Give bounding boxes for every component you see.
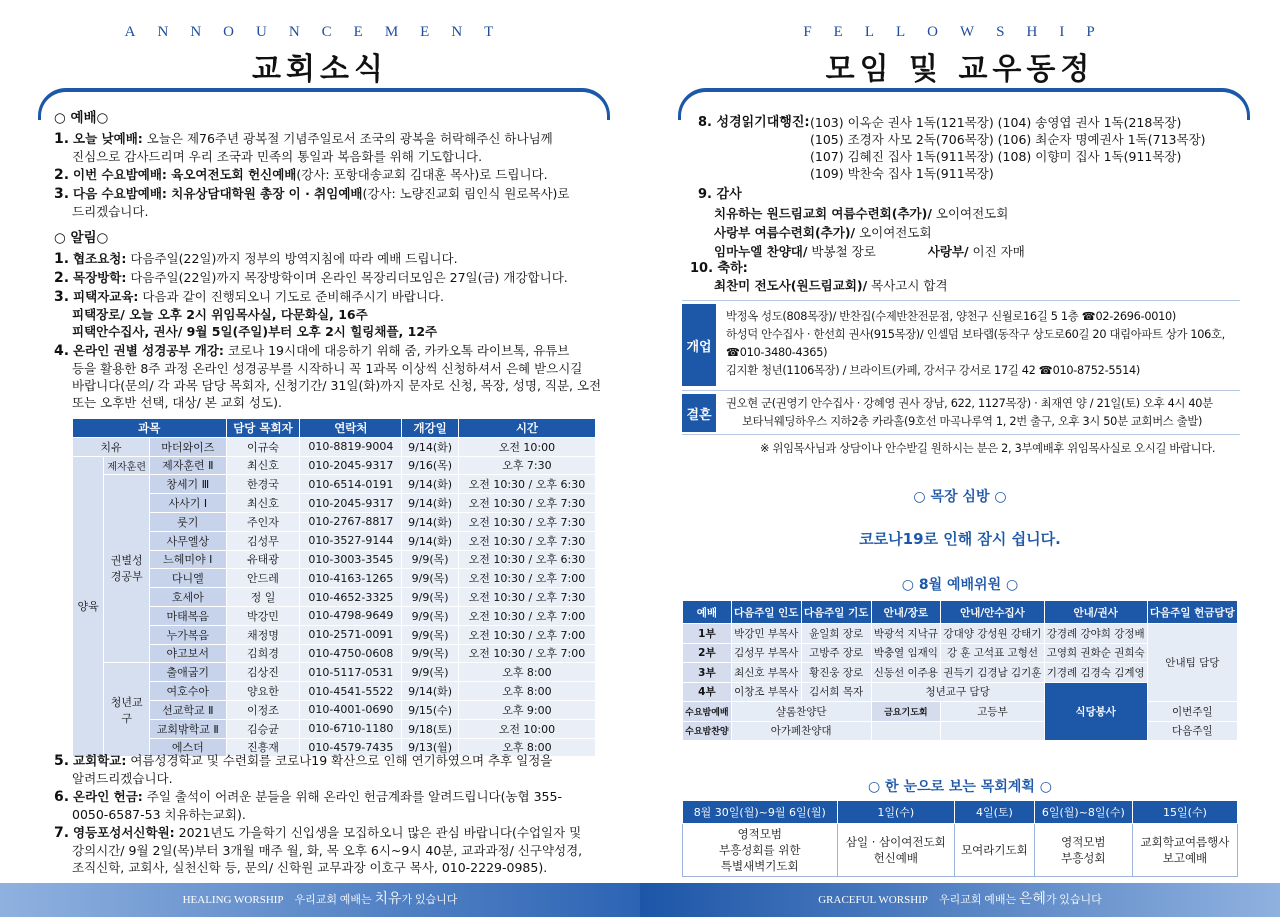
course-start: 9/14(화) [402,437,458,456]
course-time: 오전 10:30 / 오후 7:30 [458,512,595,531]
opening-label: 개업 [682,304,716,386]
table-row [73,700,596,719]
course-name: 누가복음 [149,625,226,644]
course-start: 9/14(화) [402,531,458,550]
course-time: 오전 10:00 [458,437,595,456]
opening-list: 박정옥 성도(808목장)/ 반찬집(수제반찬전문점, 양천구 신월로16길 5 1층 ☎02-2696-0010) 하성덕 안수집사 · 한선희 권사(915목장)/ 인셀덤 보타랩(동작구 상도로60길 20 대림아파트 상가 106호, ☎010-3480-4365) 김지환 청년(1106목장) / 브라이트(카페, 강서구 강서로 17길 42 ☎010-8752-5514) [726,310,1225,377]
course-time: 오전 10:30 / 오후 7:00 [458,644,595,663]
course-time: 오후 7:30 [458,456,595,475]
bible-reading-list: (103) 이옥순 권사 1독(121목장) (104) 송영엽 권사 1독(218목장) (105) 조경자 사모 2독(706목장) (106) 최순자 명예권사 1독(713목장) (107) 김혜진 집사 1독(911목장) (108) 이향미 집사 1독(911목장) (109) 박찬숙 집사 1독(911목장) [810,115,1206,181]
subgroup-label: 청년교구 [104,663,150,757]
col-header: 다음주일 헌금담당 [1147,601,1237,624]
table-row [73,625,596,644]
course-start: 9/9(목) [402,644,458,663]
table-row [73,606,596,625]
course-pastor: 최신호 [226,494,300,513]
notice-item-2: 2. 목장방학: 다음주일(22일)까지 목장방학이며 온라인 목장리더모임은 27일(금) 개강합니다. [54,270,568,286]
cell-visit-heading: ○ 목장 심방 ○ [913,489,1007,505]
worship-heading: ○ 예배○ [54,110,109,126]
bottom-item-5: 5. 교회학교: 여름성경학교 및 수련회를 코로나19 확산으로 인해 연기하였으며 추후 일정을 알려드리겠습니다. [54,753,553,786]
course-name: 사무엘상 [149,531,226,550]
col-header: 안내/안수집사 [941,601,1045,624]
course-pastor: 김희경 [226,644,300,663]
wedding-list: 권오현 군(권영기 안수집사 · 강혜영 권사 장남, 622, 1127목장) · 최재연 양 / 21일(토) 오후 4시 40분 보타닉웨딩하우스 지하2층 카라홀(9호선 마곡나루역 1, 2번 출구, 오후 3시 50분 교회버스 출발) [726,397,1213,428]
course-start: 9/9(목) [402,588,458,607]
course-name: 다니엘 [149,569,226,588]
course-time: 오전 10:30 / 오후 7:30 [458,494,595,513]
col-header: 안내/권사 [1044,601,1147,624]
notice-item-4: 4. 온라인 권별 성경공부 개강: 코로나 19시대에 대응하기 위해 줌, 카카오톡 라이브톡, 유튜브 등을 활용한 8주 과정 온라인 성경공부를 시작하니 꼭 1과목 이상씩 신청하셔서 은혜 받으시길 바랍니다(문의/ 각 과목 담당 목회자, 신청기간/ 31일(화)까지 문자로 신청, 목장, 성명, 직분, 오전 또는 오후반 선택, 대상/ 본 교회 성도). [54,343,602,410]
course-pastor: 한경국 [226,475,300,494]
course-pastor: 이규숙 [226,437,300,456]
divider [682,434,1240,435]
subgroup-label: 제자훈련 [104,456,150,475]
course-name: 교회밖학교 Ⅱ [149,719,226,738]
table-row [73,475,596,494]
course-name: 여호수아 [149,682,226,701]
col-header: 다음주일 인도 [731,601,801,624]
course-time: 오후 8:00 [458,663,595,682]
committee-table [682,600,1238,741]
bible-reading-label: 8. 성경읽기대행진: [698,115,810,130]
course-contact: 010-4001-0690 [300,700,402,719]
course-contact: 010-3003-3545 [300,550,402,569]
course-name: 사사기 I [149,494,226,513]
course-time: 오전 10:30 / 오후 7:00 [458,569,595,588]
subgroup-label: 권별성경공부 [104,475,150,663]
course-start: 9/14(화) [402,682,458,701]
course-contact: 010-8819-9004 [300,437,402,456]
course-contact: 010-6710-1180 [300,719,402,738]
course-time: 오전 10:30 / 오후 6:30 [458,475,595,494]
table-row [73,531,596,550]
course-pastor: 정 일 [226,588,300,607]
course-pastor: 박강민 [226,606,300,625]
course-name: 야고보서 [149,644,226,663]
course-pastor: 김성무 [226,531,300,550]
table-row: 영적모범 부흥성회를 위한 특별새벽기도회 삼일 · 삼이여전도회 헌신예배 모여라기도회 영적모범 부흥성회 교회학교여름행사 보고예배 [683,824,1238,877]
course-contact: 010-2571-0091 [300,625,402,644]
wedding-label: 결혼 [682,394,716,432]
course-name: 룻기 [149,512,226,531]
course-time: 오전 10:30 / 오후 7:00 [458,606,595,625]
worship-item-3: 3. 다음 수요밤예배: 치유상담대학원 총장 이 · 취임예배(강사: 노량진교회 림인식 원로목사)로 드리겠습니다. [54,186,570,219]
course-name: 창세기 Ⅲ [149,475,226,494]
course-contact: 010-3527-9144 [300,531,402,550]
course-start: 9/14(화) [402,512,458,531]
course-contact: 010-2767-8817 [300,512,402,531]
course-start: 9/14(화) [402,494,458,513]
worship-item-2: 2. 이번 수요밤예배: 육오여전도회 헌신예배(강사: 포항대송교회 김대훈 목사)로 드립니다. [54,167,548,183]
course-start: 9/14(화) [402,475,458,494]
table-header-row [683,601,1238,624]
course-pastor: 김상진 [226,663,300,682]
course-start: 9/16(목) [402,456,458,475]
course-pastor: 안드레 [226,569,300,588]
notice-item-1: 1. 협조요청: 다음주일(22일)까지 정부의 방역지침에 따라 예배 드립니다. [54,251,458,267]
col-header-start: 개강일 [402,419,458,438]
table-row [73,588,596,607]
table-row [73,437,596,456]
course-pastor: 김승균 [226,719,300,738]
col-header-time: 시간 [458,419,595,438]
col-header-contact: 연락처 [300,419,402,438]
thanks-label: 9. 감사 [698,187,742,202]
notice-item-3: 3. 피택자교육: 다음과 같이 진행되오니 기도로 준비해주시기 바랍니다. 피택장로/ 오늘 오후 2시 위임목사실, 다문화실, 16주 피택안수집사, 권사/ 9월 5일(주일)부터 오후 2시 힐링채플, 12주 [54,289,444,339]
meal-service-cell: 식당봉사 [1044,682,1147,741]
table-row: 2부 김성무 부목사 고방주 장로 박충열 임재익 강 훈 고석표 고형선 고영희 권화순 권희숙 [683,643,1238,663]
course-contact: 010-5117-0531 [300,663,402,682]
course-name: 호세아 [149,588,226,607]
divider [682,300,1240,301]
table-row [73,663,596,682]
course-time: 오전 10:30 / 오후 7:30 [458,588,595,607]
course-pastor: 진흥재 [226,738,300,757]
course-start: 9/9(목) [402,606,458,625]
course-time: 오후 9:00 [458,700,595,719]
course-pastor: 유태광 [226,550,300,569]
course-pastor: 채정명 [226,625,300,644]
offering-cell: 안내팀 담당 [1147,624,1237,702]
course-table [72,418,596,757]
course-time: 오전 10:00 [458,719,595,738]
group-label: 양육 [73,456,104,757]
table-header-row: 8월 30일(월)~9월 6일(월) 1일(수) 4일(토) 6일(월)~8일(수) 15일(수) [683,801,1238,824]
table-row: 3부 최신호 부목사 황진웅 장로 신동선 이주용 권득기 김경남 김기훈 기경례 김경숙 김계영 [683,663,1238,683]
course-start: 9/9(목) [402,550,458,569]
congrats-line: 최찬미 전도사(원드림교회)/ 목사고시 합격 [714,278,948,293]
course-contact: 010-4652-3325 [300,588,402,607]
table-row [73,550,596,569]
cell-visit-text: 코로나19로 인해 잠시 쉽니다. [859,530,1061,548]
course-contact: 010-4798-9649 [300,606,402,625]
course-name: 제자훈련 Ⅱ [149,456,226,475]
page-title: 모임 및 교우동정 [825,52,1095,87]
col-header-subject: 과목 [73,419,227,438]
table-row: 4부 이창조 부목사 김서희 목자 청년교구 담당 식당봉사 [683,682,1238,702]
course-time: 오후 8:00 [458,738,595,757]
footer-left: HEALING WORSHIP 우리교회 예배는 치유가 있습니다 [0,883,640,917]
course-name: 에스더 [149,738,226,757]
course-time: 오전 10:30 / 오후 6:30 [458,550,595,569]
course-start: 9/9(목) [402,663,458,682]
table-row: 수요밤예배 샬롬찬양단 금요기도회 고등부 이번주일 [683,702,1238,722]
course-contact: 010-4541-5522 [300,682,402,701]
course-pastor: 최신호 [226,456,300,475]
group-label: 치유 [73,437,150,456]
course-time: 오후 8:00 [458,682,595,701]
course-name: 느헤미야 I [149,550,226,569]
table-row [73,682,596,701]
congrats-label: 10. 축하: [690,261,748,276]
table-row [73,569,596,588]
plan-heading: ○ 한 눈으로 보는 목회계획 ○ [867,779,1053,795]
table-row: 수요밤찬양 아가페찬양대 다음주일 [683,721,1238,741]
course-contact: 010-2045-9317 [300,494,402,513]
table-row [73,644,596,663]
course-name: 선교학교 Ⅱ [149,700,226,719]
col-header-pastor: 담당 목회자 [226,419,300,438]
course-pastor: 주인자 [226,512,300,531]
course-name: 마더와이즈 [149,437,226,456]
table-row: 1부 박강민 부목사 윤일희 장로 박광석 지낙규 강대양 강성원 강태기 강경례 강야희 강정배 안내팀 담당 [683,624,1238,644]
col-header: 예배 [683,601,732,624]
course-contact: 010-2045-9317 [300,456,402,475]
table-row [73,719,596,738]
course-contact: 010-6514-0191 [300,475,402,494]
divider [682,390,1240,391]
page-title: 교회소식 [252,52,388,87]
bottom-item-7: 7. 영등포성서신학원: 2021년도 가을학기 신입생을 모집하오니 많은 관심 바랍니다(수업일자 및 강의시간/ 9월 2일(목)부터 3개월 매주 월, 화, 목 오후 6시~9시 40분, 교과과정/ 신구약성경, 조직신학, 교회사, 실천신학 등, 문의/ 신학원 교무과장 이호구 목사, 010-2229-0985). [54,825,583,875]
col-header: 다음주일 기도 [801,601,871,624]
consult-note: ※ 위임목사님과 상담이나 안수받길 원하시는 분은 2, 3부예배후 위임목사실로 오시길 바랍니다. [760,442,1216,455]
col-header: 안내/장로 [871,601,941,624]
worship-item-1: 1. 오늘 낮예배: 오늘은 제76주년 광복절 기념주일로서 조국의 광복을 허락해주신 하나님께 진심으로 감사드리며 우리 조국과 민족의 통일과 복음화를 위해 기도합니다. [54,131,553,164]
title-arc [38,88,610,120]
table-header-row [73,419,596,438]
course-pastor: 이정조 [226,700,300,719]
course-name: 출애굽기 [149,663,226,682]
course-name: 마태복음 [149,606,226,625]
course-contact: 010-4750-0608 [300,644,402,663]
bottom-item-6: 6. 온라인 헌금: 주일 출석이 어려운 분들을 위해 온라인 헌금계좌를 알려드립니다(농협 355- 0050-6587-53 치유하는교회). [54,789,562,822]
table-row [73,494,596,513]
course-time: 오전 10:30 / 오후 7:00 [458,625,595,644]
section-en-label: FELLOWSHIP [803,24,1117,40]
course-start: 9/18(토) [402,719,458,738]
table-row [73,456,596,475]
plan-table [682,800,1238,877]
course-start: 9/9(목) [402,569,458,588]
committee-heading: ○ 8월 예배위원 ○ [901,577,1019,593]
course-contact: 010-4579-7435 [300,738,402,757]
course-time: 오전 10:30 / 오후 7:30 [458,531,595,550]
thanks-list: 치유하는 원드림교회 여름수련회(추가)/ 오이여전도회 사랑부 여름수련회(추가)/ 오이여전도회 임마누엘 찬양대/ 박봉철 장로 사랑부/ 이진 자매 [714,206,1025,259]
notice-heading: ○ 알림○ [54,230,109,246]
course-start: 9/9(목) [402,625,458,644]
section-en-label: ANNOUNCEMENT [124,24,516,40]
course-pastor: 양요한 [226,682,300,701]
course-contact: 010-4163-1265 [300,569,402,588]
course-start: 9/13(월) [402,738,458,757]
footer-right: GRACEFUL WORSHIP 우리교회 예배는 은혜가 있습니다 [640,883,1280,917]
table-row [73,512,596,531]
course-start: 9/15(수) [402,700,458,719]
